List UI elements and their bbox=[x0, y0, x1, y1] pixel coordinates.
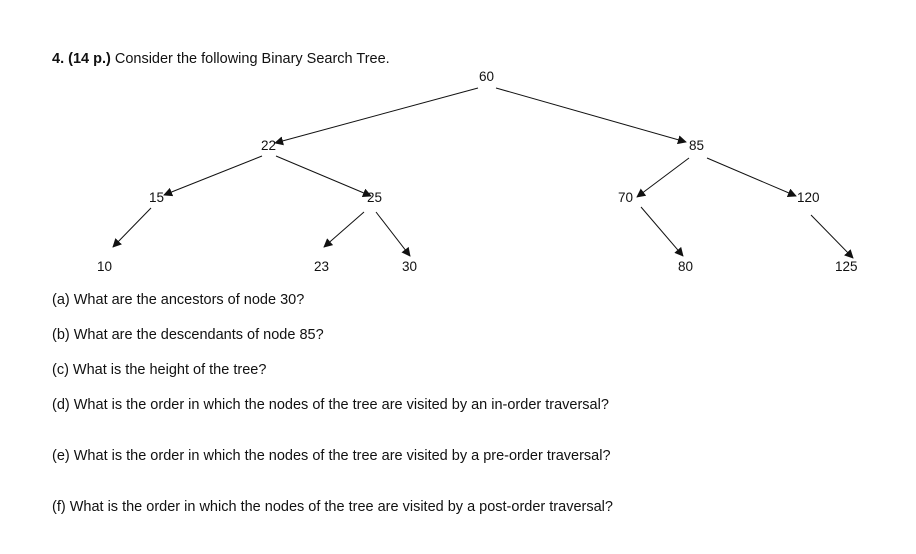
edge-85-70 bbox=[637, 158, 689, 197]
edge-60-85 bbox=[496, 88, 686, 142]
question-a: (a) What are the ancestors of node 30? bbox=[52, 292, 305, 308]
node-70: 70 bbox=[618, 190, 634, 205]
question-c: (c) What is the height of the tree? bbox=[52, 362, 267, 378]
node-15: 15 bbox=[149, 190, 165, 205]
node-30: 30 bbox=[402, 259, 418, 274]
problem-text: Consider the following Binary Search Tree. bbox=[114, 51, 390, 67]
question-e: (e) What is the order in which the nodes of the tree are visited by a pre-order traversal? bbox=[52, 448, 611, 464]
question-b: (b) What are the descendants of node 85? bbox=[52, 327, 324, 343]
node-80: 80 bbox=[678, 259, 694, 274]
problem-number: 4. bbox=[52, 51, 65, 67]
node-120: 120 bbox=[797, 190, 820, 205]
edge-22-25 bbox=[276, 156, 371, 196]
node-60: 60 bbox=[479, 69, 495, 84]
node-22: 22 bbox=[261, 138, 277, 153]
edge-25-23 bbox=[324, 212, 364, 247]
node-85: 85 bbox=[689, 138, 705, 153]
node-125: 125 bbox=[835, 259, 858, 274]
node-10: 10 bbox=[97, 259, 113, 274]
question-f: (f) What is the order in which the nodes of the tree are visited by a post-order traversal? bbox=[52, 499, 613, 515]
edge-120-125 bbox=[811, 215, 853, 258]
edge-70-80 bbox=[641, 207, 683, 256]
problem-points: (14 p.) bbox=[68, 51, 111, 67]
question-d: (d) What is the order in which the nodes of the tree are visited by an in-order traversal? bbox=[52, 397, 609, 413]
edge-15-10 bbox=[113, 208, 151, 247]
edge-85-120 bbox=[707, 158, 796, 196]
node-25: 25 bbox=[367, 190, 383, 205]
edge-25-30 bbox=[376, 212, 410, 256]
edge-22-15 bbox=[164, 156, 262, 195]
node-23: 23 bbox=[314, 259, 330, 274]
edge-60-22 bbox=[275, 88, 478, 143]
